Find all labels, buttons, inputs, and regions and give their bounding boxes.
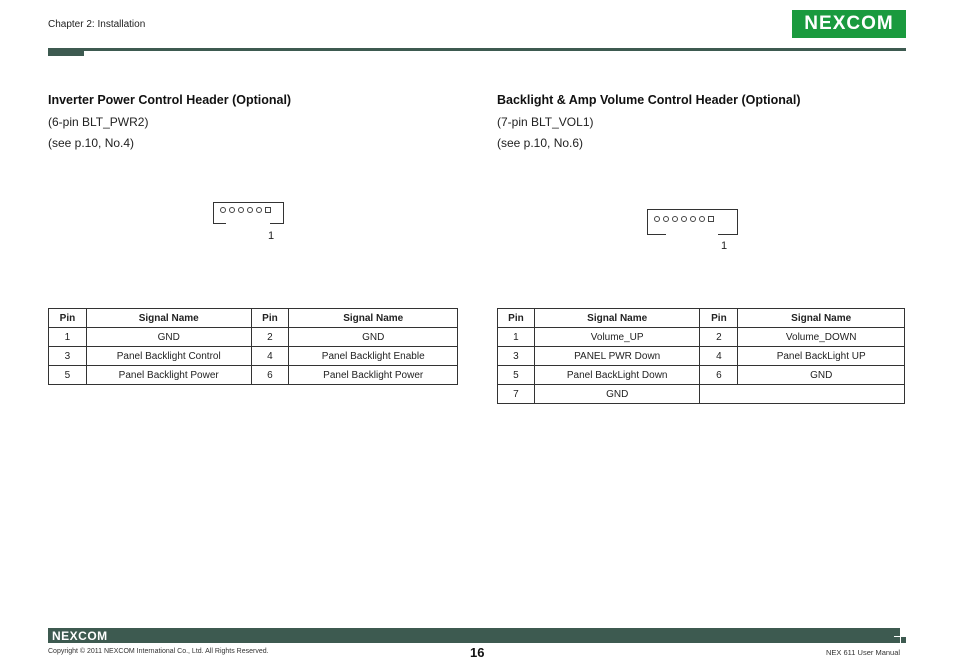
connector-pin: [681, 216, 687, 222]
right-section-title: Backlight & Amp Volume Control Header (Optional): [497, 93, 801, 107]
pin-cell: 2: [251, 328, 289, 347]
chapter-label: Chapter 2: Installation: [48, 19, 146, 30]
table-row: [49, 347, 458, 366]
header-signal-name: Signal Name: [289, 309, 458, 328]
header-signal-name: Signal Name: [534, 309, 700, 328]
signal-cell: Panel Backlight Power: [86, 366, 251, 385]
pin-cell: 7: [498, 385, 535, 404]
header-pin: Pin: [498, 309, 535, 328]
signal-cell: Panel Backlight Control: [86, 347, 251, 366]
pin-cell: 3: [498, 347, 535, 366]
connector-latch: [666, 234, 718, 236]
signal-cell: Volume_DOWN: [738, 328, 905, 347]
footer-bar: [48, 628, 894, 643]
left-section-subtitle: (6-pin BLT_PWR2): [48, 115, 149, 129]
pin-cell: 6: [251, 366, 289, 385]
pin-cell: 3: [49, 347, 87, 366]
header-pin: Pin: [700, 309, 738, 328]
connector-latch: [226, 223, 270, 225]
table-row: [49, 328, 458, 347]
pin-one-marker: [265, 207, 271, 213]
connector-pin: [699, 216, 705, 222]
pin-cell: 4: [700, 347, 738, 366]
table-row: [498, 328, 905, 347]
pin-cell: 5: [49, 366, 87, 385]
header-tab: [48, 48, 84, 56]
header-divider: [48, 48, 906, 51]
left-section-title: Inverter Power Control Header (Optional): [48, 93, 292, 107]
connector-pins: [654, 216, 714, 222]
connector-pin: [247, 207, 253, 213]
signal-cell: Panel Backlight Power: [289, 366, 458, 385]
table-header-row: [49, 309, 458, 328]
signal-cell: Volume_UP: [534, 328, 700, 347]
table-row: [498, 347, 905, 366]
footer-corner-mark: [894, 637, 900, 643]
pin-one-marker: [708, 216, 714, 222]
left-section-reference: (see p.10, No.4): [48, 136, 135, 150]
table-header-row: [498, 309, 905, 328]
signal-cell: PANEL PWR Down: [534, 347, 700, 366]
right-pin-one-label: 1: [721, 240, 728, 252]
footer-logo: NEXCOM: [52, 629, 108, 643]
logo-text: NEXCOM: [804, 13, 894, 34]
pin-cell: 1: [49, 328, 87, 347]
table-row: [498, 366, 905, 385]
signal-cell: Panel Backlight Enable: [289, 347, 458, 366]
left-pin-one-label: 1: [268, 230, 275, 242]
signal-cell: Panel BackLight UP: [738, 347, 905, 366]
right-section-subtitle: (7-pin BLT_VOL1): [497, 115, 594, 129]
connector-pin: [690, 216, 696, 222]
empty-cell: [700, 385, 905, 404]
signal-cell: GND: [289, 328, 458, 347]
connector-blt-pwr2-diagram: [213, 202, 284, 224]
pin-cell: 6: [700, 366, 738, 385]
copyright-text: Copyright © 2011 NEXCOM International Co., Ltd. All Rights Reserved.: [48, 648, 269, 655]
nexcom-logo: [792, 10, 906, 38]
right-pin-table: [497, 308, 905, 404]
header-pin: Pin: [49, 309, 87, 328]
signal-cell: GND: [86, 328, 251, 347]
signal-cell: GND: [534, 385, 700, 404]
header-signal-name: Signal Name: [738, 309, 905, 328]
pin-cell: 4: [251, 347, 289, 366]
pin-cell: 2: [700, 328, 738, 347]
connector-pin: [663, 216, 669, 222]
header-signal-name: Signal Name: [86, 309, 251, 328]
table-row: [498, 385, 905, 404]
connector-pin: [220, 207, 226, 213]
table-row: [49, 366, 458, 385]
pin-cell: 5: [498, 366, 535, 385]
page-number: 16: [470, 645, 485, 660]
connector-blt-vol1-diagram: [647, 209, 738, 235]
footer-corner-mark: [901, 637, 906, 643]
signal-cell: Panel BackLight Down: [534, 366, 700, 385]
connector-pin: [256, 207, 262, 213]
connector-pin: [238, 207, 244, 213]
pin-cell: 1: [498, 328, 535, 347]
right-section-reference: (see p.10, No.6): [497, 136, 584, 150]
connector-pin: [654, 216, 660, 222]
connector-pin: [229, 207, 235, 213]
left-pin-table: [48, 308, 458, 385]
footer-corner-mark: [894, 628, 900, 636]
connector-pins: [220, 207, 271, 213]
header-pin: Pin: [251, 309, 289, 328]
connector-pin: [672, 216, 678, 222]
manual-name: NEX 611 User Manual: [826, 648, 901, 657]
signal-cell: GND: [738, 366, 905, 385]
